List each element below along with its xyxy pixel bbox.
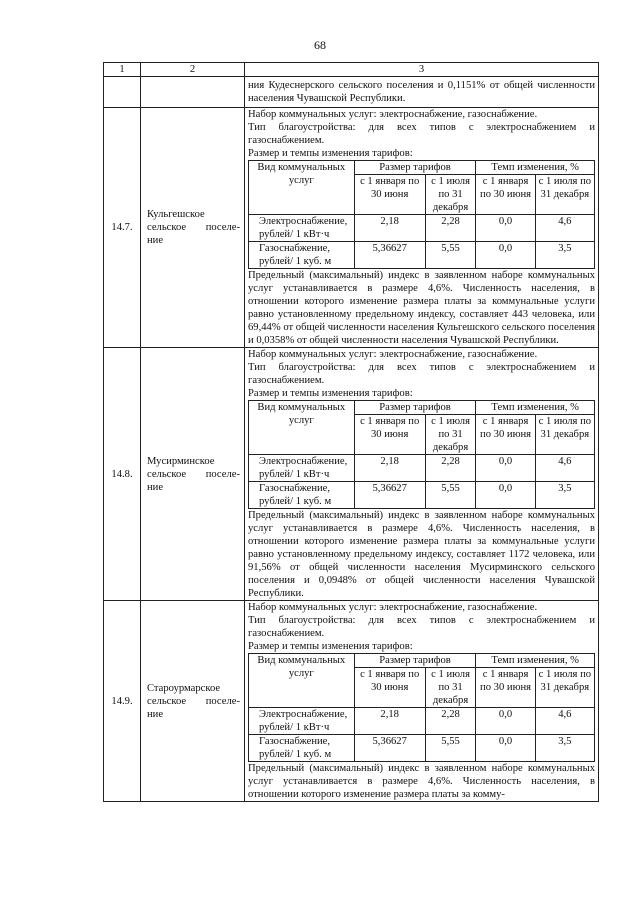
tariff-value-jan: 5,36627 [354, 482, 425, 509]
tariff-row [249, 215, 595, 242]
service-kind-header: Вид коммунальных услуг [249, 654, 355, 708]
period-jul-header: с 1 июля по 31 декабря [535, 415, 594, 455]
conclusion-text: Предельный (максимальный) индекс в заявленном наборе коммунальных услуг устанавливается в размере 4,6%. Численность населения, в отношении которого изменение размера платы за коммунальные услуги равно установленному предельному индексу, составляет 443 человека, или 69,44% от общей численности населения Кульгешского сельского поселения и 0,0358% от общей численности населения Чувашской Республики. [248, 270, 595, 346]
service-label: Газоснабжение, рублей/ 1 куб. м [249, 482, 355, 509]
rate-value-jan: 0,0 [476, 735, 535, 762]
tariff-heading: Размер и темпы изменения тарифов: [248, 148, 413, 159]
settlement-name-line: сельское поселе- [147, 468, 240, 480]
tariff-value-jul: 5,55 [425, 735, 476, 762]
rate-value-jan: 0,0 [476, 215, 535, 242]
rate-value-jul: 4,6 [535, 455, 594, 482]
period-jan-header: с 1 января по 30 июня [354, 175, 425, 215]
tariff-value-jan: 5,36627 [354, 242, 425, 269]
settlement-name-line: сельское поселе- [147, 695, 240, 707]
rate-value-jan: 0,0 [476, 482, 535, 509]
column-header-row [104, 63, 599, 77]
section-row [104, 348, 599, 601]
period-jul-header: с 1 июля по 31 декабря [425, 668, 476, 708]
section-number: 14.9. [104, 601, 141, 802]
rate-value-jul: 3,5 [535, 482, 594, 509]
settlement-name-line: сельское поселе- [147, 222, 240, 233]
service-label: Электроснабжение, рублей/ 1 кВт·ч [249, 455, 355, 482]
improvement-text: Тип благоустройства: для всех типов с электроснабжением и газоснабжением. [248, 122, 595, 146]
period-jan-header: с 1 января по 30 июня [354, 415, 425, 455]
tariff-value-jul: 2,28 [425, 455, 476, 482]
tariff-row [249, 708, 595, 735]
continuation-row [104, 77, 599, 108]
section-row [104, 108, 599, 348]
tariff-value-jul: 2,28 [425, 215, 476, 242]
conclusion-text: Предельный (максимальный) индекс в заявленном наборе коммунальных услуг устанавливается в размере 4,6%. Численность населения, в отношении которого изменение размера платы за коммунальные услуги равно установленному предельному индексу, составляет 1172 человека, или 91,56% от общей численности населения Мусирминского сельского поселения и 0,0948% от общей численности населения Чувашской Республики. [248, 510, 595, 599]
service-label: Электроснабжение, рублей/ 1 кВт·ч [249, 708, 355, 735]
tariff-value-jan: 5,36627 [354, 735, 425, 762]
tariff-size-header: Размер тарифов [354, 654, 476, 668]
period-jan-header: с 1 января по 30 июня [476, 415, 535, 455]
tariff-value-jan: 2,18 [354, 215, 425, 242]
column-header-2: 2 [141, 63, 245, 77]
period-jan-header: с 1 января по 30 июня [476, 175, 535, 215]
service-kind-header: Вид коммунальных услуг [249, 161, 355, 215]
service-label: Электроснабжение, рублей/ 1 кВт·ч [249, 215, 355, 242]
column-header-3: 3 [245, 63, 599, 77]
period-jul-header: с 1 июля по 31 декабря [535, 668, 594, 708]
settlement-name-line: Кульгешское [147, 209, 205, 220]
section-number: 14.7. [104, 108, 141, 348]
period-jul-header: с 1 июля по 31 декабря [535, 175, 594, 215]
services-text: Набор коммунальных услуг: электроснабжение, газоснабжение. [248, 349, 538, 360]
tariff-row [249, 735, 595, 762]
period-jul-header: с 1 июля по 31 декабря [425, 415, 476, 455]
settlement-name [141, 348, 245, 601]
settlement-name-line: ние [147, 481, 164, 493]
conclusion-text: Предельный (максимальный) индекс в заявленном наборе коммунальных услуг устанавливается в размере 4,6%. Численность населения, в отношении которого изменение размера платы за комму- [248, 763, 595, 800]
services-text: Набор коммунальных услуг: электроснабжение, газоснабжение. [248, 602, 538, 613]
tariff-row [249, 242, 595, 269]
period-jan-header: с 1 января по 30 июня [354, 668, 425, 708]
tariff-heading: Размер и темпы изменения тарифов: [248, 641, 413, 652]
rate-value-jul: 4,6 [535, 708, 594, 735]
period-jan-header: с 1 января по 30 июня [476, 668, 535, 708]
tariff-row [249, 482, 595, 509]
service-label: Газоснабжение, рублей/ 1 куб. м [249, 242, 355, 269]
continuation-text: ния Кудеснерского сельского поселения и 0,1151% от общей численности населения Чувашской Республики. [245, 77, 599, 108]
change-rate-header: Темп изменения, % [476, 161, 595, 175]
section-content [245, 108, 599, 348]
tariff-value-jul: 2,28 [425, 708, 476, 735]
tariff-heading: Размер и темпы изменения тарифов: [248, 388, 413, 399]
tariff-value-jan: 2,18 [354, 708, 425, 735]
tariff-row [249, 455, 595, 482]
column-header-1: 1 [104, 63, 141, 77]
municipal-tariff-table [103, 62, 599, 802]
rate-value-jan: 0,0 [476, 708, 535, 735]
rate-value-jul: 3,5 [535, 242, 594, 269]
improvement-text: Тип благоустройства: для всех типов с электроснабжением и газоснабжением. [248, 615, 595, 639]
services-text: Набор коммунальных услуг: электроснабжение, газоснабжение. [248, 109, 538, 120]
tariff-table [248, 400, 595, 509]
rate-value-jan: 0,0 [476, 242, 535, 269]
change-rate-header: Темп изменения, % [476, 401, 595, 415]
settlement-name [141, 108, 245, 348]
rate-value-jul: 3,5 [535, 735, 594, 762]
improvement-text: Тип благоустройства: для всех типов с электроснабжением и газоснабжением. [248, 362, 595, 386]
rate-value-jul: 4,6 [535, 215, 594, 242]
service-kind-header: Вид коммунальных услуг [249, 401, 355, 455]
change-rate-header: Темп изменения, % [476, 654, 595, 668]
tariff-value-jan: 2,18 [354, 455, 425, 482]
tariff-value-jul: 5,55 [425, 482, 476, 509]
page-number: 68 [314, 38, 326, 52]
tariff-table [248, 160, 595, 269]
period-jul-header: с 1 июля по 31 декабря [425, 175, 476, 215]
section-row [104, 601, 599, 802]
settlement-name-line: Староурмарское [147, 682, 221, 694]
section-content [245, 601, 599, 802]
rate-value-jan: 0,0 [476, 455, 535, 482]
tariff-table [248, 653, 595, 762]
tariff-value-jul: 5,55 [425, 242, 476, 269]
settlement-name-line: ние [147, 235, 164, 246]
settlement-name-line: ние [147, 708, 164, 720]
tariff-size-header: Размер тарифов [354, 401, 476, 415]
settlement-name-line: Мусирминское [147, 455, 215, 467]
service-label: Газоснабжение, рублей/ 1 куб. м [249, 735, 355, 762]
settlement-name [141, 601, 245, 802]
tariff-size-header: Размер тарифов [354, 161, 476, 175]
section-content [245, 348, 599, 601]
section-number: 14.8. [104, 348, 141, 601]
